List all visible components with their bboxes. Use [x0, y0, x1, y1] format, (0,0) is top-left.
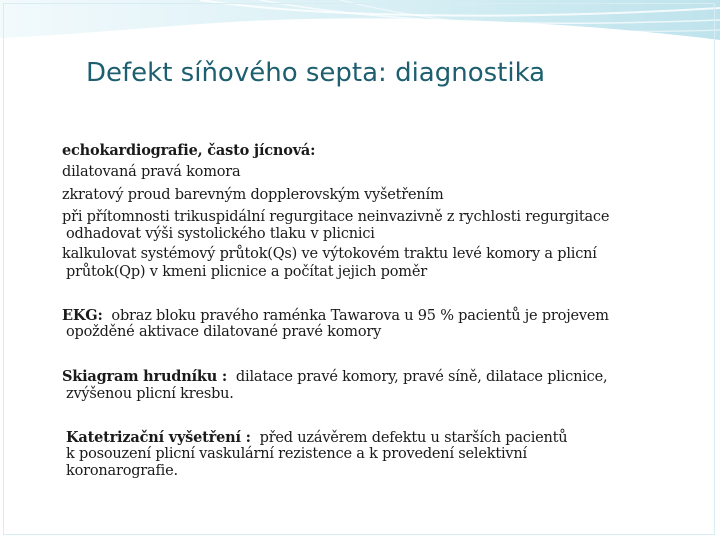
ekg-line-1	[62, 307, 609, 324]
echo-item: při přítomnosti trikuspidální regurgitace neinvazivně z rychlosti regurgitace	[62, 209, 610, 225]
xray-label: Skiagram hrudníku :	[62, 368, 228, 385]
echo-item: průtok(Qp) v kmeni plicnice a počítat jejich poměr	[66, 264, 427, 280]
page-title: Defekt síňového septa: diagnostika	[86, 58, 546, 88]
cath-text: před uzávěrem defektu u starších pacientů	[259, 430, 568, 446]
cath-line-2: k posouzení plicní vaskulární rezistence a k provedení selektivní	[66, 446, 527, 462]
ekg-line-2: opožděné aktivace dilatované pravé komory	[66, 324, 382, 340]
ekg-text: obraz bloku pravého raménka Tawarova u 95 % pacientů je projevem	[111, 308, 609, 324]
echo-item: kalkulovat systémový průtok(Qs) ve výtokovém traktu levé komory a plicní	[62, 246, 597, 262]
cath-line-1	[66, 429, 567, 446]
echo-item: odhadovat výši systolického tlaku v plicnici	[66, 226, 375, 242]
echo-heading: echokardiografie, často jícnová:	[62, 142, 316, 159]
echo-item: dilatovaná pravá komora	[62, 164, 241, 180]
xray-line-2: zvýšenou plicní kresbu.	[66, 386, 234, 402]
xray-line-1	[62, 368, 607, 385]
ekg-label: EKG:	[62, 307, 103, 324]
cath-label: Katetrizační vyšetření :	[66, 429, 251, 446]
echo-item: zkratový proud barevným dopplerovským vyšetřením	[62, 187, 444, 203]
cath-line-3: koronarografie.	[66, 463, 178, 479]
xray-text: dilatace pravé komory, pravé síně, dilatace plicnice,	[235, 369, 608, 385]
